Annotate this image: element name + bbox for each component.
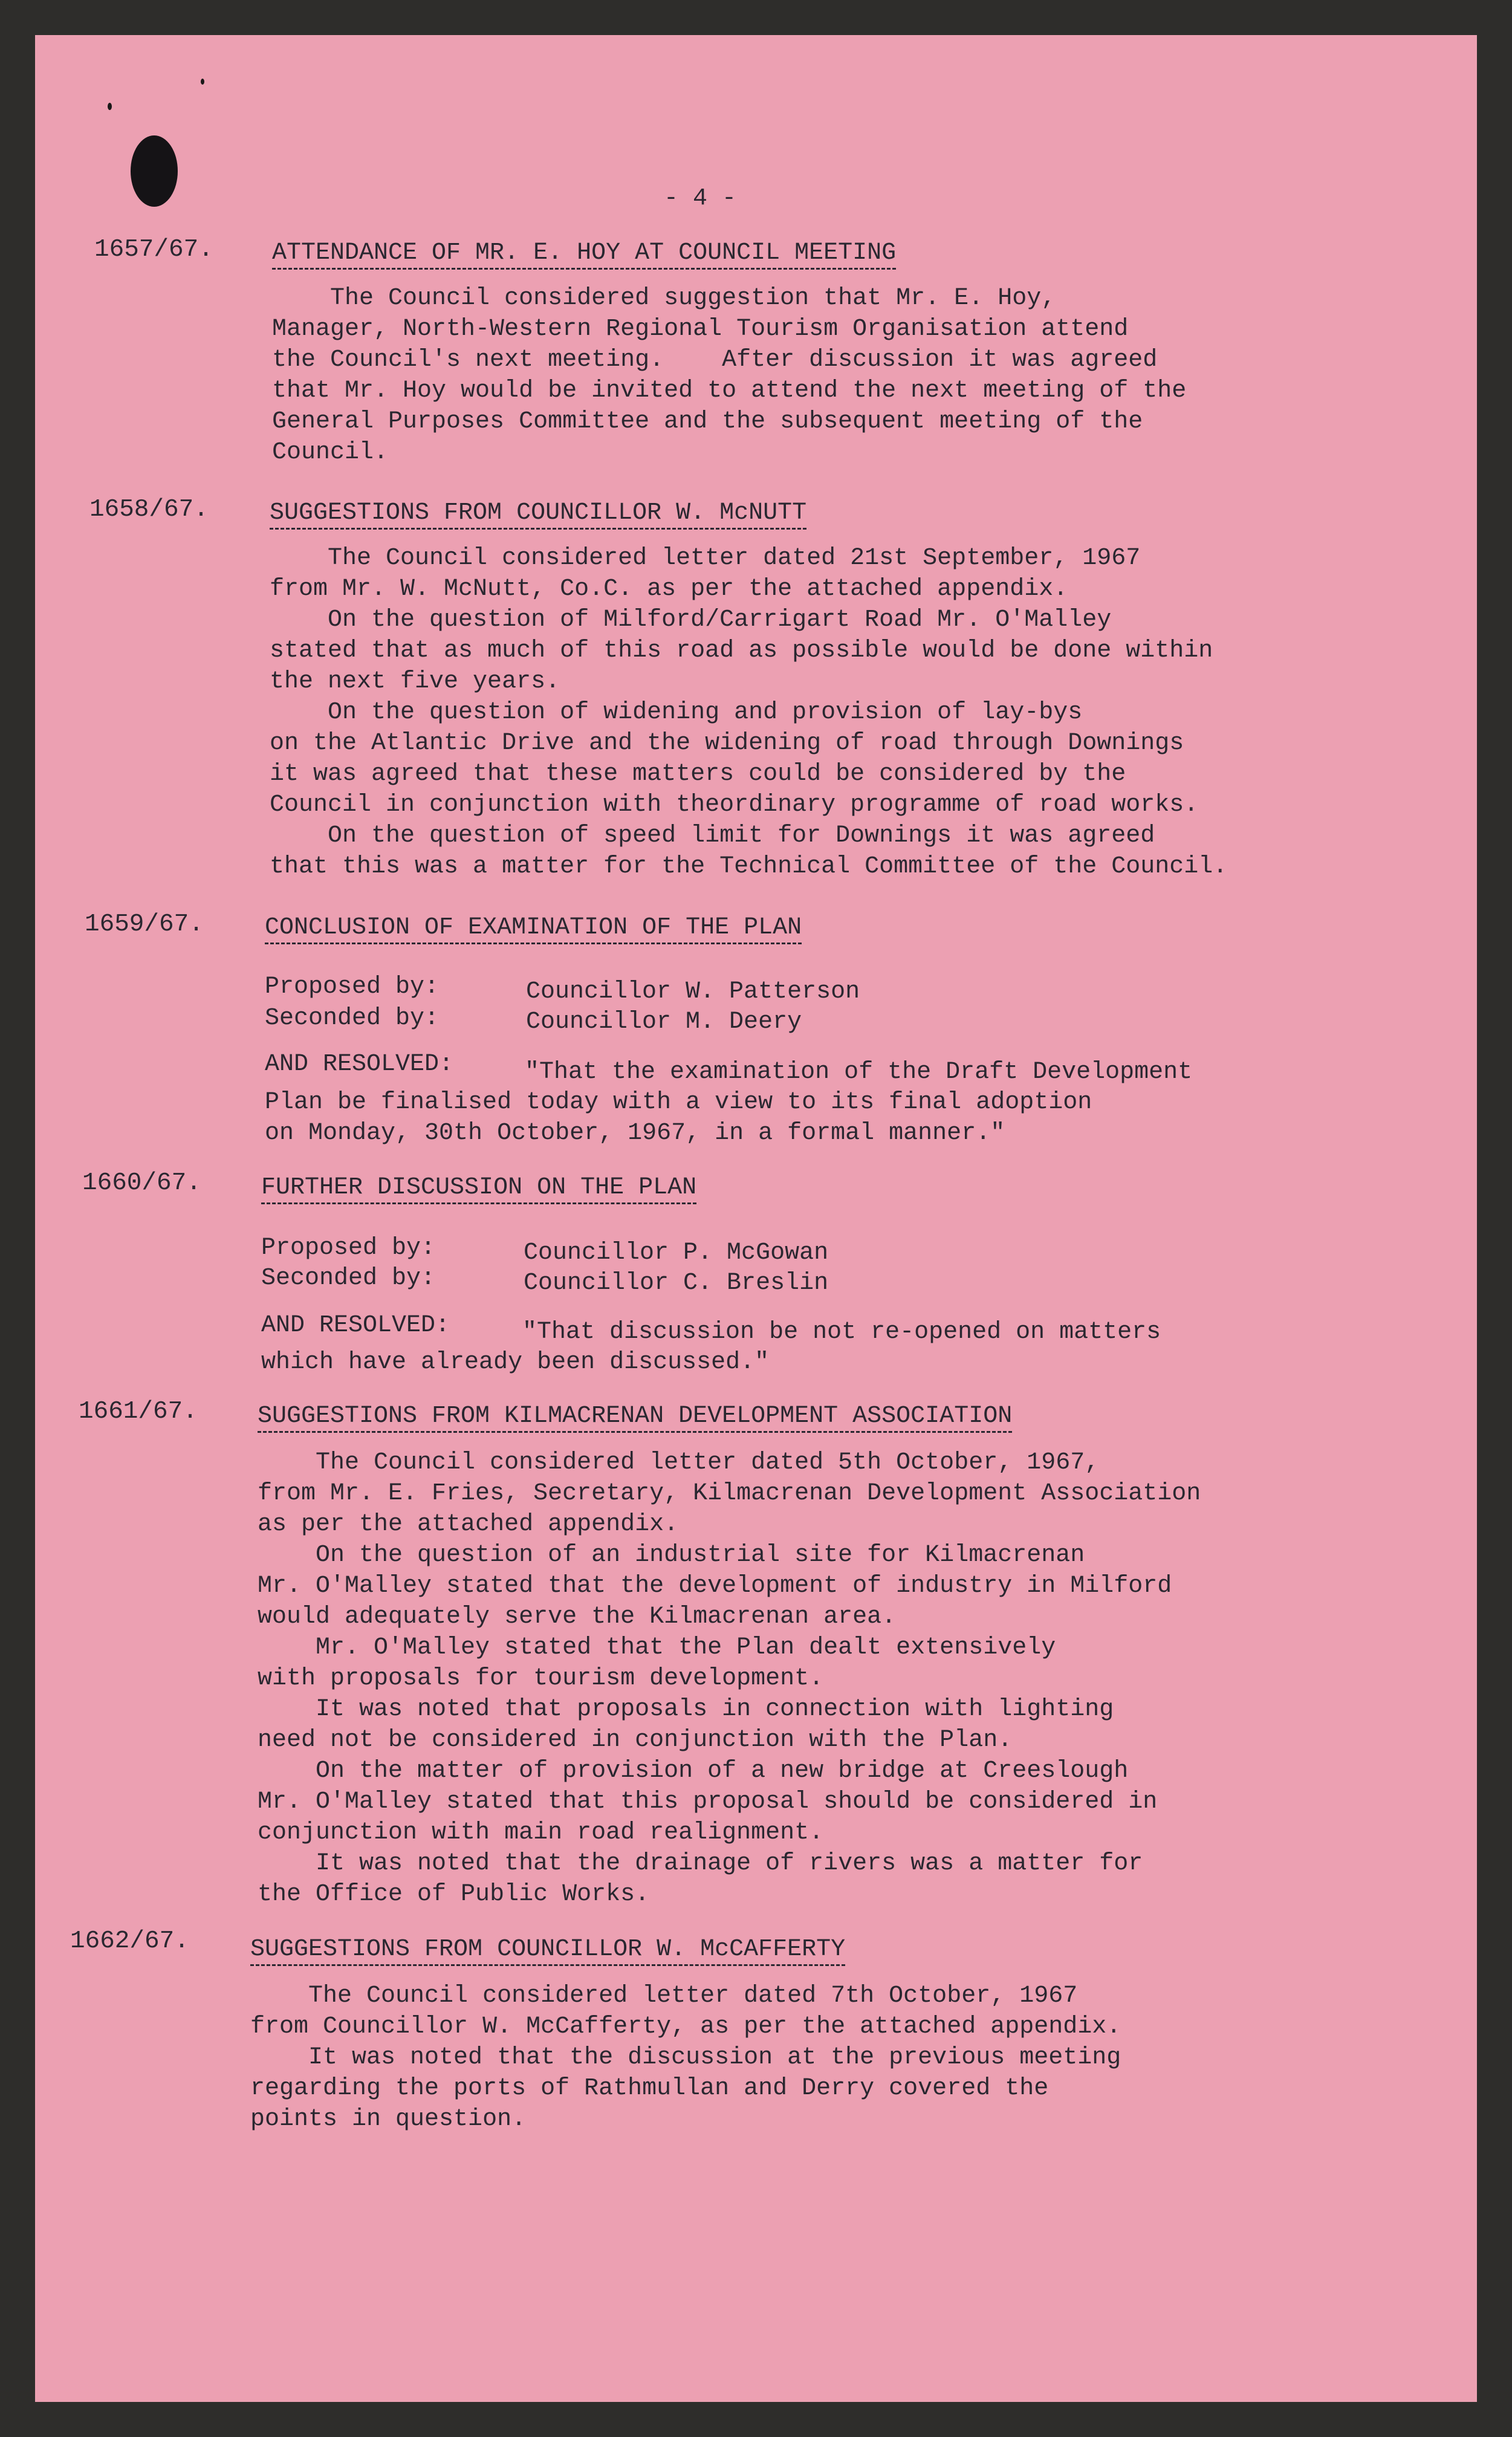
body-line: points in question.: [250, 2106, 527, 2133]
resolution-line: "That the examination of the Draft Development: [525, 1059, 1193, 1086]
minute-title: ATTENDANCE OF MR. E. HOY AT COUNCIL MEETING: [272, 239, 896, 270]
minute-title: CONCLUSION OF EXAMINATION OF THE PLAN: [265, 914, 802, 944]
body-line: On the matter of provision of a new bridge at Creeslough: [258, 1757, 1129, 1785]
body-line: from Mr. W. McNutt, Co.C. as per the attached appendix.: [270, 576, 1068, 603]
body-line: with proposals for tourism development.: [258, 1665, 824, 1692]
resolution-line: "That discussion be not re-opened on matters: [522, 1319, 1161, 1346]
resolution-text: [525, 1057, 1192, 1088]
document-page: [35, 35, 1477, 2402]
proposed-label: Proposed by:: [261, 1235, 436, 1262]
paper-speck: [201, 79, 204, 85]
resolved-label: AND RESOLVED:: [261, 1312, 450, 1339]
minute-number: 1657/67.: [94, 236, 213, 264]
minute-number: 1658/67.: [89, 496, 209, 524]
paper-speck: [108, 103, 112, 110]
seconded-label: Seconded by:: [261, 1265, 436, 1292]
body-line: it was agreed that these matters could be considered by the: [270, 761, 1126, 788]
body-line: that this was a matter for the Technical Committee of the Council.: [270, 853, 1228, 880]
body-line: It was noted that the drainage of rivers was a matter for: [258, 1850, 1143, 1877]
resolved-label: AND RESOLVED:: [265, 1051, 454, 1078]
body-line: as per the attached appendix.: [258, 1511, 679, 1538]
body-line: the Council's next meeting. After discussion it was agreed: [272, 346, 1158, 374]
body-line: The Council considered letter dated 7th October, 1967: [250, 1982, 1078, 2010]
minute-number: 1659/67.: [85, 910, 204, 938]
seconded-label: Seconded by:: [265, 1005, 440, 1032]
body-line: Mr. O'Malley stated that the Plan dealt extensively: [258, 1634, 1056, 1661]
minute-body: [270, 543, 1227, 882]
body-line: the next five years.: [270, 668, 560, 695]
body-line: regarding the ports of Rathmullan and Derry covered the: [250, 2075, 1049, 2102]
punch-hole: [131, 135, 178, 207]
body-line: from Mr. E. Fries, Secretary, Kilmacrenan Development Association: [258, 1480, 1201, 1507]
minute-title: SUGGESTIONS FROM COUNCILLOR W. McCAFFERTY: [250, 1936, 845, 1966]
minute-body: [250, 1981, 1121, 2135]
body-line: The Council considered letter dated 21st September, 1967: [270, 545, 1141, 572]
body-line: on the Atlantic Drive and the widening of road through Downings: [270, 730, 1184, 757]
page-number: - 4 -: [664, 185, 737, 212]
proposed-label: Proposed by:: [265, 973, 440, 1001]
resolution-line: which have already been discussed.": [261, 1349, 770, 1376]
body-line: It was noted that the discussion at the previous meeting: [250, 2044, 1121, 2071]
body-line: On the question of speed limit for Downings it was agreed: [270, 822, 1155, 849]
body-line: Manager, North-Western Regional Tourism Organisation attend: [272, 316, 1129, 343]
minute-number: 1660/67.: [82, 1169, 201, 1197]
resolution-text-cont: [261, 1347, 769, 1378]
body-line: On the question of an industrial site for Kilmacrenan: [258, 1542, 1085, 1569]
body-line: General Purposes Committee and the subsequent meeting of the: [272, 408, 1143, 435]
minute-title: FURTHER DISCUSSION ON THE PLAN: [261, 1174, 696, 1204]
minute-number: 1661/67.: [79, 1398, 198, 1426]
body-line: stated that as much of this road as possible would be done within: [270, 637, 1213, 664]
body-line: Mr. O'Malley stated that the development of industry in Milford: [258, 1572, 1172, 1600]
body-line: Council in conjunction with theordinary programme of road works.: [270, 791, 1199, 819]
body-line: conjunction with main road realignment.: [258, 1819, 824, 1846]
resolution-text-cont: [265, 1087, 1092, 1149]
body-line: from Councillor W. McCafferty, as per the attached appendix.: [250, 2013, 1121, 2040]
resolution-line: on Monday, 30th October, 1967, in a formal manner.": [265, 1120, 1005, 1147]
body-line: would adequately serve the Kilmacrenan area.: [258, 1603, 897, 1631]
resolution-text: [522, 1317, 1161, 1348]
minute-body: [258, 1447, 1201, 1910]
body-line: On the question of widening and provision of lay-bys: [270, 699, 1083, 726]
seconded-value: Councillor C. Breslin: [524, 1270, 829, 1297]
body-line: The Council considered suggestion that Mr. E. Hoy,: [272, 285, 1056, 312]
seconded-value: Councillor M. Deery: [526, 1008, 802, 1036]
body-line: the Office of Public Works.: [258, 1881, 650, 1908]
proposed-value: Councillor P. McGowan: [524, 1239, 829, 1267]
body-line: On the question of Milford/Carrigart Road Mr. O'Malley: [270, 606, 1112, 634]
minute-title: SUGGESTIONS FROM KILMACRENAN DEVELOPMENT ASSOCIATION: [258, 1403, 1012, 1433]
minute-title: SUGGESTIONS FROM COUNCILLOR W. McNUTT: [270, 499, 806, 530]
body-line: Council.: [272, 439, 389, 466]
body-line: need not be considered in conjunction with the Plan.: [258, 1727, 1013, 1754]
body-line: that Mr. Hoy would be invited to attend the next meeting of the: [272, 377, 1187, 404]
body-line: The Council considered letter dated 5th October, 1967,: [258, 1449, 1100, 1476]
minute-number: 1662/67.: [70, 1927, 189, 1955]
resolution-line: Plan be finalised today with a view to its final adoption: [265, 1089, 1092, 1116]
minute-body: [272, 283, 1186, 468]
proposed-value: Councillor W. Patterson: [526, 978, 860, 1005]
body-line: It was noted that proposals in connection with lighting: [258, 1696, 1114, 1723]
body-line: Mr. O'Malley stated that this proposal should be considered in: [258, 1788, 1158, 1816]
